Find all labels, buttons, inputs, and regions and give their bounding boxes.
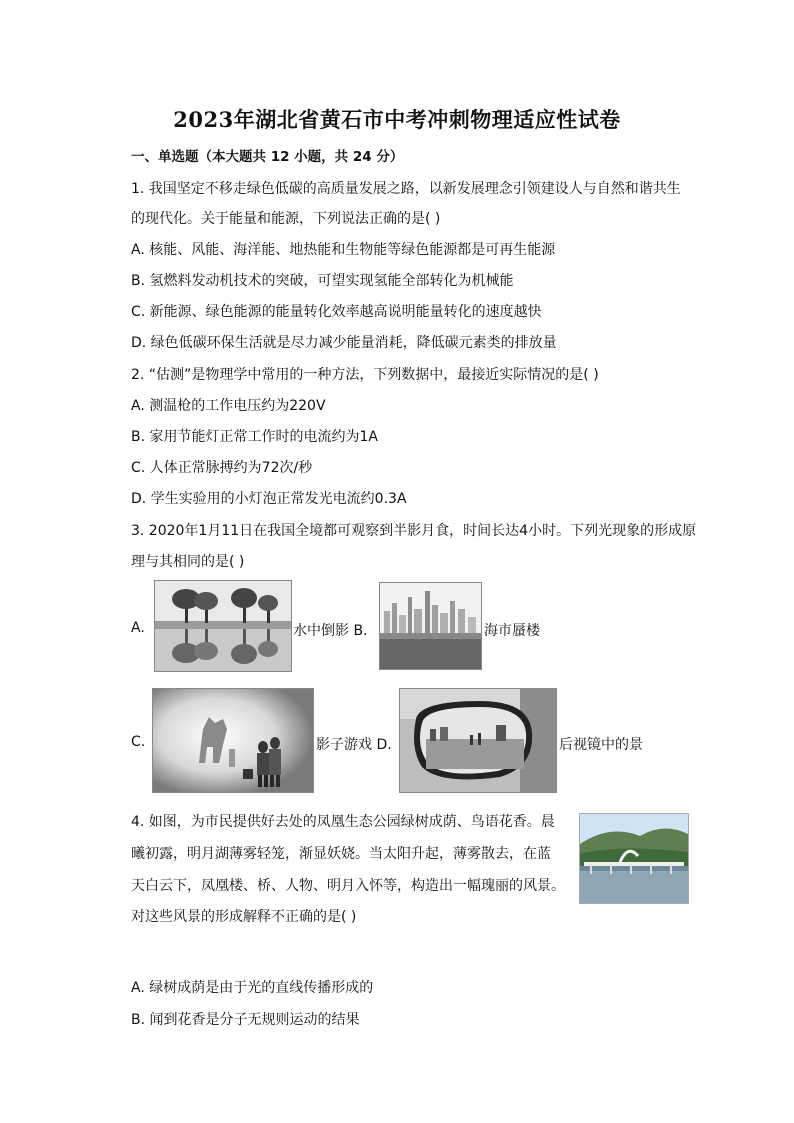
page-title: 2023年湖北省黄石市中考冲刺物理适应性试卷 bbox=[173, 107, 621, 132]
q3-stem-line1: 3. 2020年1月11日在我国全境都可观察到半影月食，时间长达4小时。下列光现象的形成原 bbox=[131, 523, 697, 539]
q4-stem-line1: 4. 如图，为市民提供好去处的凤凰生态公园绿树成荫、鸟语花香。晨 bbox=[131, 814, 555, 830]
q1-stem-line1: 1. 我国坚定不移走绿色低碳的高质量发展之路，以新发展理念引领建设人与自然和谐共生 bbox=[131, 181, 681, 197]
mirage-photo bbox=[379, 582, 482, 670]
q1-option-c: C. 新能源、绿色能源的能量转化效率越高说明能量转化的速度越快 bbox=[131, 304, 542, 320]
q3-option-a-caption: 水中倒影 B. bbox=[293, 623, 368, 639]
rearview-mirror-photo bbox=[399, 688, 557, 793]
reflection-photo bbox=[154, 580, 292, 672]
q3-stem-line2: 理与其相同的是( ) bbox=[131, 554, 245, 570]
q2-stem: 2. “估测”是物理学中常用的一种方法，下列数据中，最接近实际情况的是( ) bbox=[131, 367, 599, 383]
q4-option-b: B. 闻到花香是分子无规则运动的结果 bbox=[131, 1012, 360, 1028]
q4-stem-line4: 对这些风景的形成解释不正确的是( ) bbox=[131, 909, 357, 925]
q3-option-a-letter: A. bbox=[131, 620, 145, 636]
q4-stem-line3: 天白云下，凤凰楼、桥、人物、明月入怀等，构造出一幅瑰丽的风景。 bbox=[131, 878, 565, 894]
shadow-play-photo bbox=[152, 688, 314, 793]
q4-option-a: A. 绿树成荫是由于光的直线传播形成的 bbox=[131, 980, 374, 996]
q3-option-b-caption: 海市蜃楼 bbox=[484, 623, 540, 639]
q2-option-a: A. 测温枪的工作电压约为220V bbox=[131, 398, 326, 414]
q3-option-c-caption: 影子游戏 D. bbox=[316, 737, 392, 753]
q1-option-d: D. 绿色低碳环保生活就是尽力减少能量消耗，降低碳元素类的排放量 bbox=[131, 335, 557, 351]
q3-option-d-caption: 后视镜中的景 bbox=[559, 737, 643, 753]
q2-option-b: B. 家用节能灯正常工作时的电流约为1A bbox=[131, 429, 378, 445]
q1-option-b: B. 氢燃料发动机技术的突破，可望实现氢能全部转化为机械能 bbox=[131, 273, 514, 289]
q4-stem-line2: 曦初露，明月湖薄雾轻笼，渐显妖娆。当太阳升起，薄雾散去，在蓝 bbox=[131, 846, 551, 862]
q2-option-d: D. 学生实验用的小灯泡正常发光电流约0.3A bbox=[131, 491, 407, 507]
phoenix-park-photo bbox=[579, 813, 689, 904]
q1-stem-line2: 的现代化。关于能量和能源，下列说法正确的是( ) bbox=[131, 211, 441, 227]
q3-option-c-letter: C. bbox=[131, 734, 146, 750]
q2-option-c: C. 人体正常脉搏约为72次/秒 bbox=[131, 460, 313, 476]
section-heading: 一、单选题（本大题共 12 小题，共 24 分） bbox=[131, 149, 404, 165]
q1-option-a: A. 核能、风能、海洋能、地热能和生物能等绿色能源都是可再生能源 bbox=[131, 242, 556, 258]
